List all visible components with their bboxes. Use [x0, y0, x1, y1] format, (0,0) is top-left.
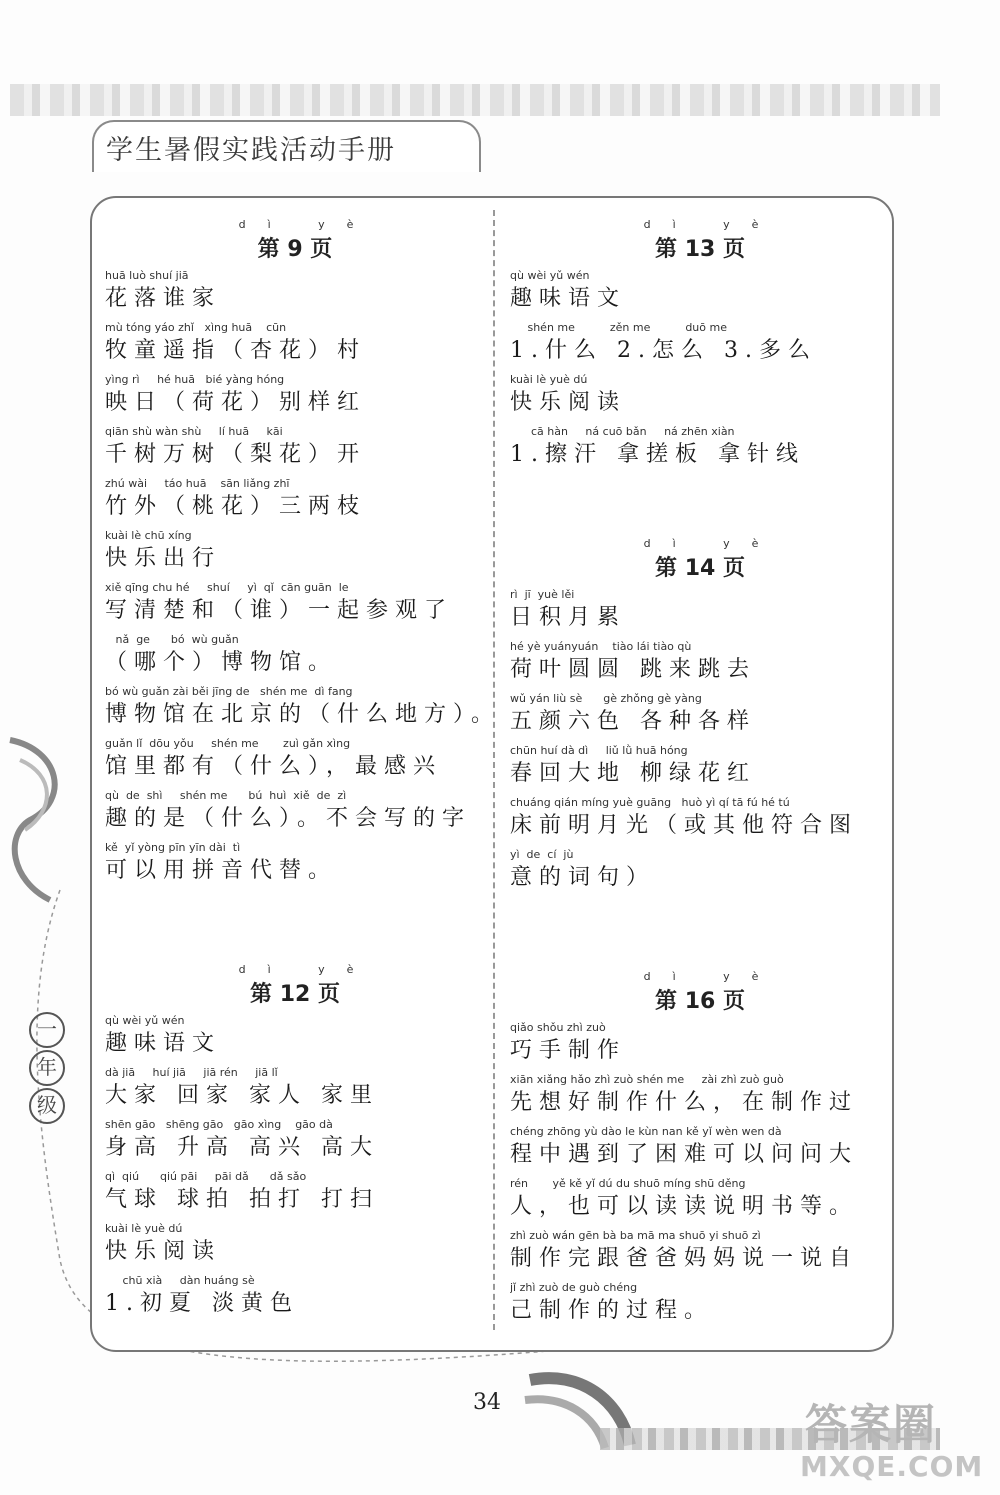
answer-text: 制作完跟爸爸妈妈说一说自: [510, 1246, 859, 1271]
answer-line: [105, 1118, 485, 1168]
pinyin-annotation: chuáng qián míng yuè guāng huò yì qí tā fú hé tú: [510, 796, 790, 809]
grade-char: 年: [29, 1050, 65, 1086]
page-number: 34: [473, 1390, 501, 1415]
answer-text: 竹外（桃花）三两枝: [105, 494, 367, 519]
answer-text: 快乐阅读: [105, 1239, 222, 1264]
answer-text: 馆里都有（什么），最感兴: [105, 754, 443, 779]
answer-text: 身高 升高 高兴 高大: [105, 1135, 379, 1160]
pinyin-annotation: kě yǐ yòng pīn yīn dài tì: [105, 841, 241, 854]
answer-text: 牧童遥指（杏花）村: [105, 338, 367, 363]
answer-text: 床前明月光（或其他符合图: [510, 813, 859, 838]
section-title: [510, 970, 890, 1015]
pinyin-annotation: mù tóng yáo zhǐ xìng huā cūn: [105, 321, 287, 334]
answer-line: [510, 1021, 890, 1071]
answer-text: （哪个）博物馆。: [105, 650, 338, 675]
section-spacer: [510, 900, 890, 970]
answer-text: 花落谁家: [105, 286, 222, 311]
answer-line: [105, 633, 485, 683]
pinyin-annotation: cā hàn ná cuō bǎn ná zhēn xiàn: [510, 425, 735, 438]
answer-text: 春回大地 柳绿花红: [510, 761, 756, 786]
pinyin-annotation: shén me zěn me duō me: [510, 321, 727, 334]
pinyin-annotation: chū xià dàn huáng sè: [105, 1274, 255, 1287]
answer-line: [510, 269, 890, 319]
section-title: [105, 218, 485, 263]
answer-line: [510, 1177, 890, 1227]
answer-line: [510, 588, 890, 638]
answer-line: [105, 373, 485, 423]
section-title-pinyin: dì yè: [238, 963, 376, 976]
answer-text: 趣味语文: [510, 286, 627, 311]
answer-line: [510, 1229, 890, 1279]
section-title-text: 第 14 页: [655, 556, 745, 581]
pinyin-annotation: yìng rì hé huā bié yàng hóng: [105, 373, 285, 386]
pinyin-annotation: guǎn lǐ dōu yǒu shén me zuì gǎn xìng: [105, 737, 351, 750]
header-title: 学生暑假实践活动手册: [106, 135, 396, 166]
answer-line: [510, 1073, 890, 1123]
answer-text: 1.擦汗 拿搓板 拿针线: [510, 442, 805, 467]
answer-line: [105, 737, 485, 787]
answer-text: 可以用拼音代替。: [105, 858, 338, 883]
pinyin-annotation: kuài lè chū xíng: [105, 529, 192, 542]
grade-char: 一: [29, 1012, 65, 1048]
section-spacer: [510, 477, 890, 537]
answer-line: [510, 848, 890, 898]
pinyin-annotation: zhú wài táo huā sān liǎng zhī: [105, 477, 290, 490]
pinyin-annotation: wǔ yán liù sè gè zhǒng gè yàng: [510, 692, 702, 705]
section-title: [510, 218, 890, 263]
answer-text: 意的词句）: [510, 865, 656, 890]
answer-text: 千树万树（梨花）开: [105, 442, 367, 467]
section-title-text: 第 13 页: [655, 237, 745, 262]
pinyin-annotation: chéng zhōng yù dào le kùn nan kě yǐ wèn wen dà: [510, 1125, 782, 1138]
section-title-pinyin: dì yè: [238, 218, 376, 231]
answer-text: 1.什么 2.怎么 3.多么: [510, 338, 817, 363]
answer-line: [105, 1066, 485, 1116]
pinyin-annotation: dà jiā huí jiā jiā rén jiā lǐ: [105, 1066, 278, 1079]
answer-text: 1.初夏 淡黄色: [105, 1291, 299, 1316]
section-title-pinyin: dì yè: [643, 970, 781, 983]
section-title-pinyin: dì yè: [643, 218, 781, 231]
answer-line: [105, 685, 501, 735]
answer-line: [105, 477, 485, 527]
answer-line: [105, 841, 485, 891]
answer-text: 日积月累: [510, 605, 627, 630]
grade-label: [25, 1010, 69, 1126]
pinyin-annotation: qù de shì shén me bú huì xiě de zì: [105, 789, 347, 802]
answer-text: 快乐阅读: [510, 390, 627, 415]
pinyin-annotation: xiān xiǎng hǎo zhì zuò shén me zài zhì zuò guò: [510, 1073, 784, 1086]
answer-line: [105, 425, 485, 475]
pinyin-annotation: kuài lè yuè dú: [105, 1222, 183, 1235]
pinyin-annotation: qì qiú qiú pāi pāi dǎ dǎ sǎo: [105, 1170, 307, 1183]
pinyin-annotation: qiān shù wàn shù lí huā kāi: [105, 425, 283, 438]
pinyin-annotation: nǎ ge bó wù guǎn: [105, 633, 239, 646]
answer-line: [510, 692, 890, 742]
answer-text: 快乐出行: [105, 546, 222, 571]
answer-line: [510, 640, 890, 690]
answer-text: 人，也可以读读说明书等。: [510, 1194, 859, 1219]
answer-text: 写清楚和（谁）一起参观了: [105, 598, 454, 623]
answer-line: [105, 1014, 485, 1064]
answer-line: [105, 529, 485, 579]
answer-text: 气球 球拍 拍打 打扫: [105, 1187, 379, 1212]
answer-text: 巧手制作: [510, 1038, 627, 1063]
watermark-url: MXQE.COM: [800, 1450, 984, 1483]
pinyin-annotation: qù wèi yǔ wén: [105, 1014, 185, 1027]
side-wave-decoration: [0, 730, 85, 950]
answer-text: 大家 回家 家人 家里: [105, 1083, 379, 1108]
answer-line: [510, 1281, 890, 1331]
answer-text: 先想好制作什么，在制作过: [510, 1090, 859, 1115]
pinyin-annotation: rì jī yuè lěi: [510, 588, 575, 601]
pinyin-annotation: jǐ zhì zuò de guò chéng: [510, 1281, 638, 1294]
answer-text: 荷叶圆圆 跳来跳去: [510, 657, 756, 682]
pinyin-annotation: xiě qīng chu hé shuí yì qǐ cān guān le: [105, 581, 349, 594]
answer-line: [510, 796, 890, 846]
section-title: [105, 963, 485, 1008]
header-tab: [92, 120, 481, 172]
left-column: [105, 218, 501, 1326]
pinyin-annotation: huā luò shuí jiā: [105, 269, 189, 282]
pinyin-annotation: rén yě kě yǐ dú du shuō míng shū děng: [510, 1177, 746, 1190]
pinyin-annotation: qù wèi yǔ wén: [510, 269, 590, 282]
grade-char: 级: [29, 1088, 65, 1124]
watermark-logo: 答案圈: [805, 1400, 938, 1449]
section-title-text: 第 9 页: [257, 237, 333, 262]
section-title-text: 第 12 页: [250, 982, 340, 1007]
pinyin-annotation: zhì zuò wán gēn bà ba mā ma shuō yi shuō zì: [510, 1229, 761, 1242]
section-title-text: 第 16 页: [655, 989, 745, 1014]
answer-line: [510, 373, 890, 423]
answer-text: 趣味语文: [105, 1031, 222, 1056]
answer-line: [105, 1222, 485, 1272]
pinyin-annotation: yì de cí jù: [510, 848, 574, 861]
answer-text: 程中遇到了困难可以问问大: [510, 1142, 859, 1167]
pinyin-annotation: shēn gāo shēng gāo gāo xìng gāo dà: [105, 1118, 333, 1131]
answer-line: [105, 789, 485, 839]
answer-line: [510, 425, 890, 475]
answer-line: [510, 321, 890, 371]
right-column: [510, 218, 890, 1333]
answer-text: 映日（荷花）别样红: [105, 390, 367, 415]
answer-text: 趣的是（什么）。不会写的字: [105, 806, 472, 831]
answer-line: [105, 269, 485, 319]
pinyin-annotation: chūn huí dà dì liǔ lǜ huā hóng: [510, 744, 688, 757]
section-title-pinyin: dì yè: [643, 537, 781, 550]
section-spacer: [105, 893, 485, 963]
section-title: [510, 537, 890, 582]
answer-text: 博物馆在北京的（什么地方）。: [105, 702, 501, 727]
pinyin-annotation: kuài lè yuè dú: [510, 373, 588, 386]
top-decorative-band: [10, 84, 940, 116]
answer-line: [105, 1170, 485, 1220]
answer-line: [510, 1125, 890, 1175]
pinyin-annotation: qiǎo shǒu zhì zuò: [510, 1021, 606, 1034]
answer-text: 己制作的过程。: [510, 1298, 714, 1323]
answer-line: [105, 581, 485, 631]
answer-line: [105, 1274, 485, 1324]
column-divider: [493, 210, 495, 1330]
answer-text: 五颜六色 各种各样: [510, 709, 756, 734]
pinyin-annotation: bó wù guǎn zài běi jīng de shén me dì fang: [105, 685, 353, 698]
answer-line: [510, 744, 890, 794]
pinyin-annotation: hé yè yuányuán tiào lái tiào qù: [510, 640, 692, 653]
answer-line: [105, 321, 485, 371]
